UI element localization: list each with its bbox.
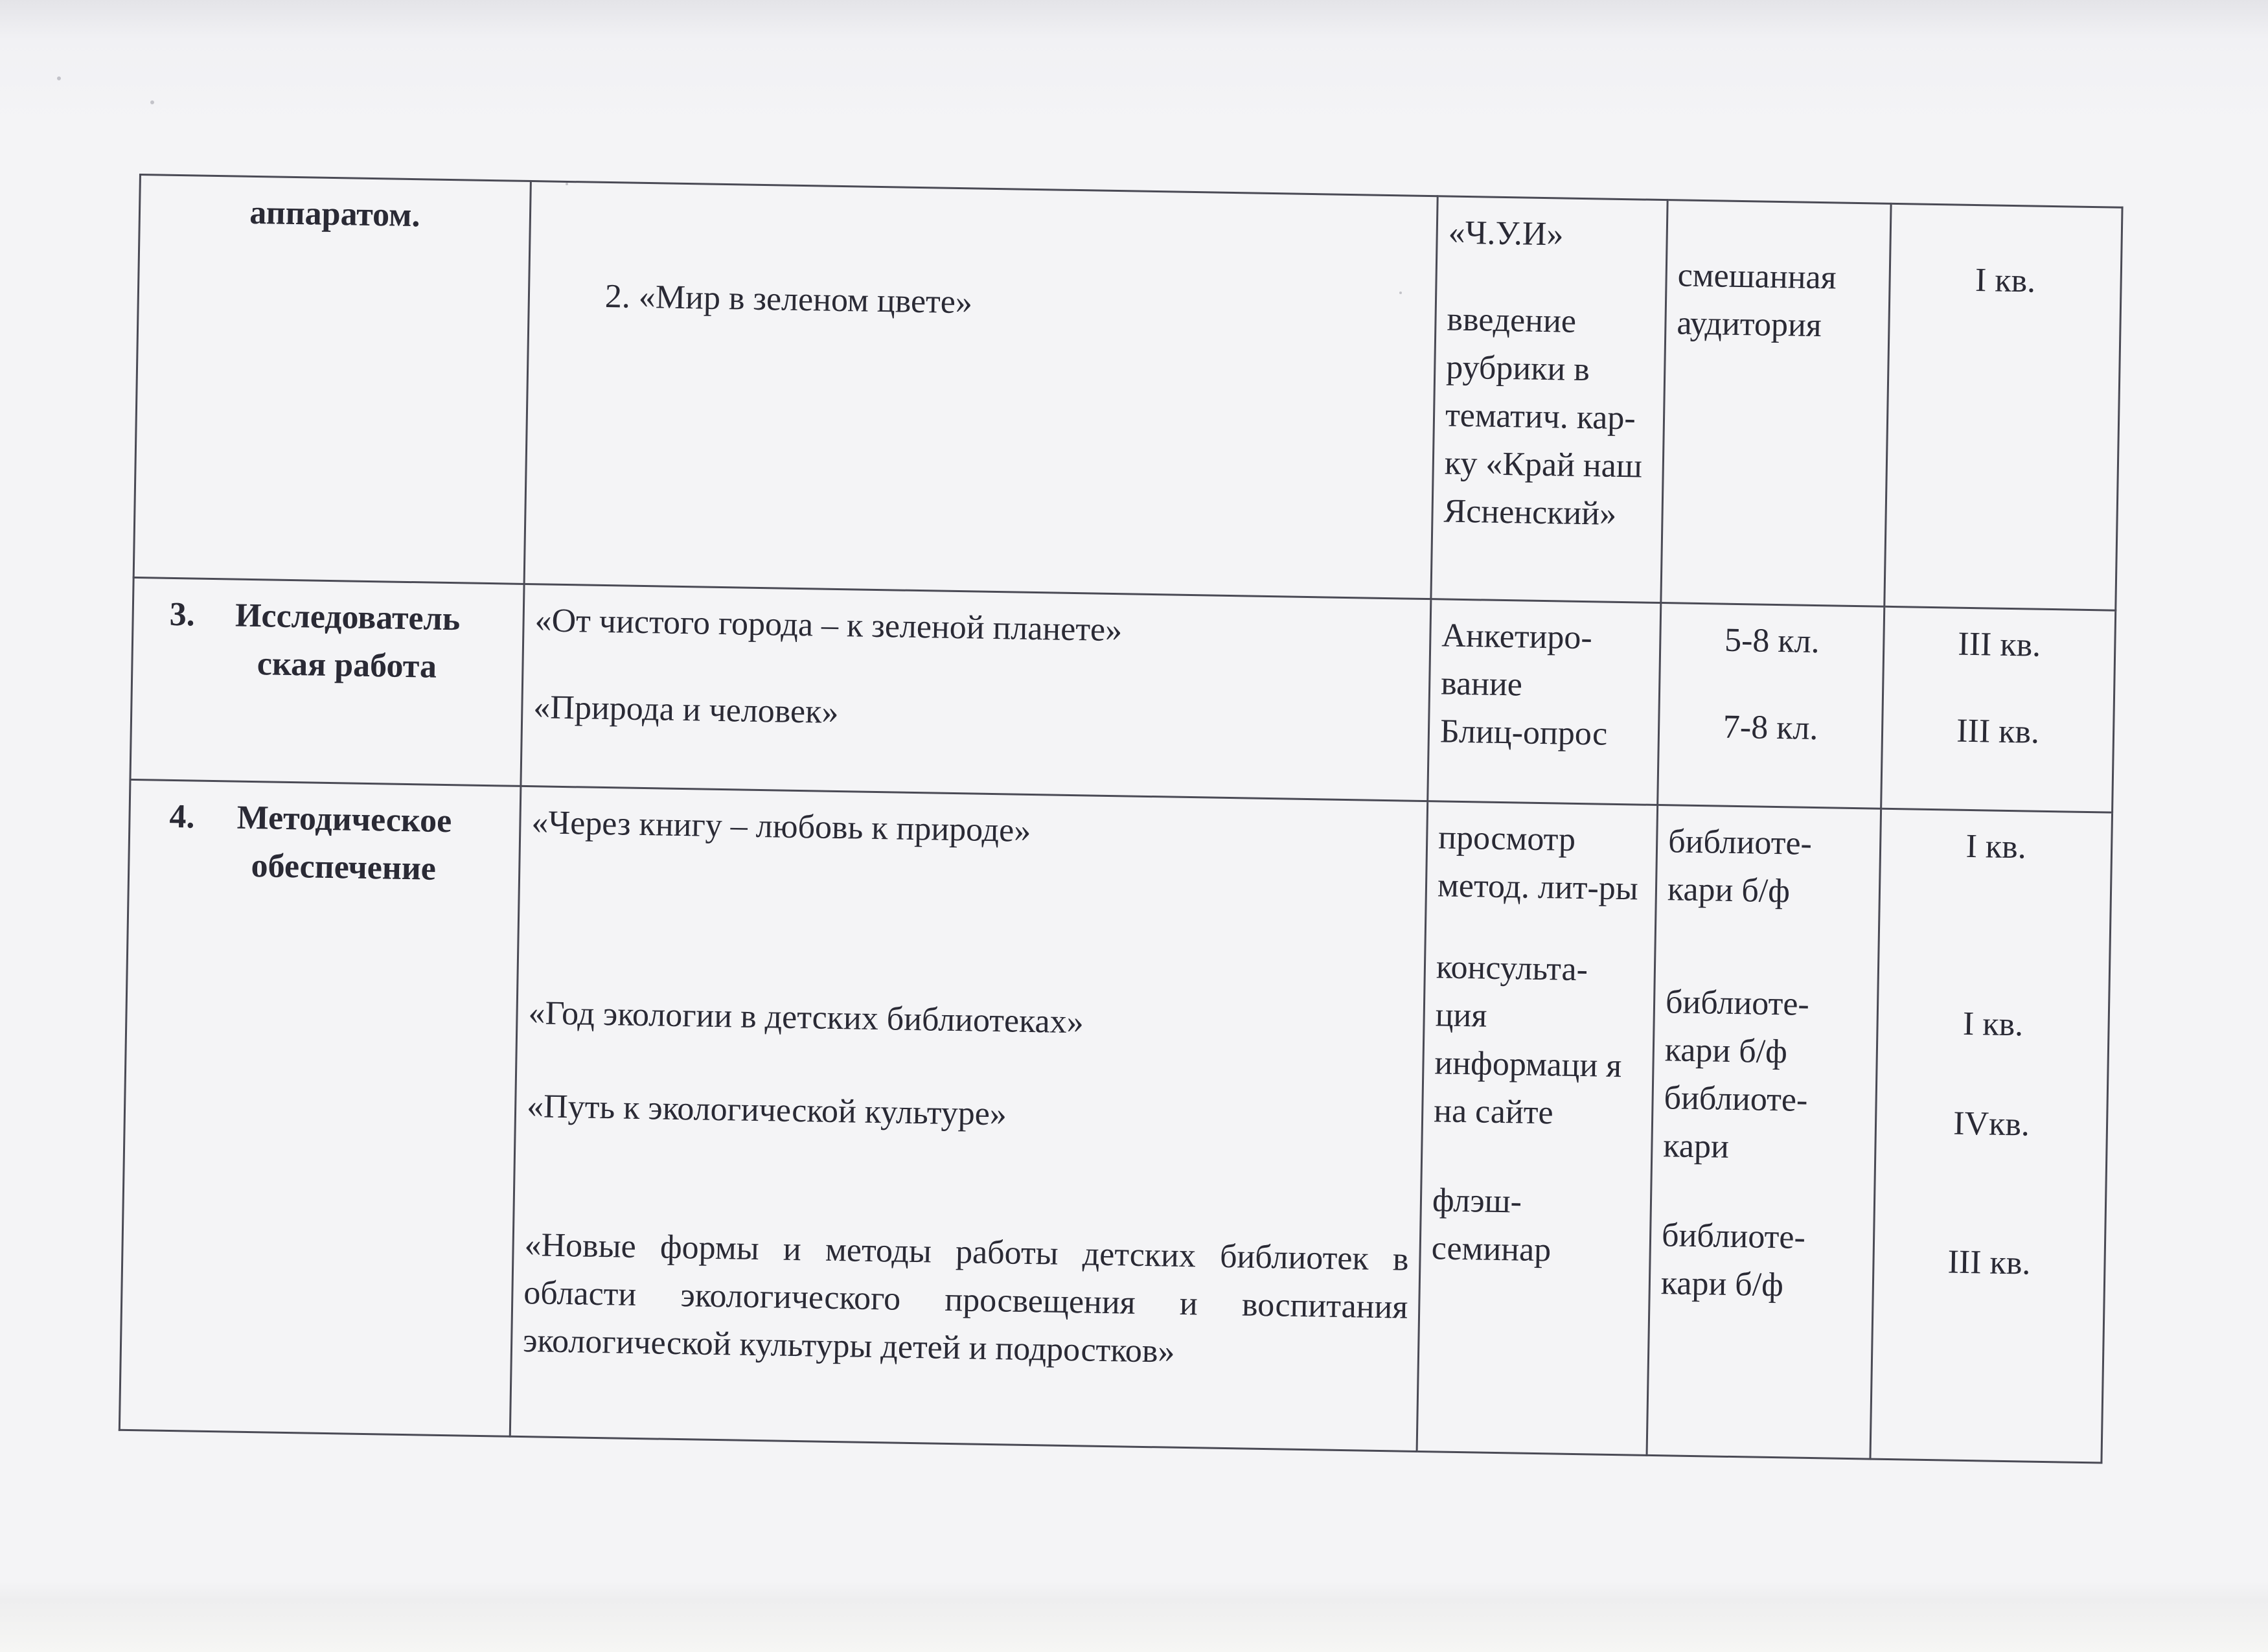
term-text: I кв. (1962, 1005, 2024, 1044)
audience-cell (1658, 603, 1884, 809)
event-title: 2. «Мир в зеленом цвете» (604, 277, 973, 321)
audience-text: библиоте- кари б/ф (1660, 1217, 1806, 1304)
form-text: введение рубрики в тематич. кар-ку «Край наш Ясненский» (1443, 301, 1643, 533)
events-cell (510, 786, 1427, 1451)
events-cell (521, 584, 1431, 801)
form-text: Анкетиро- вание (1440, 617, 1593, 704)
form-cell (1431, 196, 1667, 603)
event-title: «Природа и человек» (533, 689, 839, 731)
term-cell (1884, 203, 2122, 610)
event-title: «Через книгу – любовь к природе» (531, 804, 1031, 849)
event-title: «От чистого города – к зеленой планете» (534, 602, 1123, 649)
form-text: «Ч.У.И» (1448, 214, 1564, 253)
section-number: 3. (169, 595, 196, 634)
term-text: IVкв. (1953, 1105, 2030, 1143)
section-title (150, 187, 519, 241)
audience-text: библиоте- кари (1662, 1079, 1808, 1165)
audience-cell (1647, 805, 1881, 1459)
term-text: III кв. (1947, 1243, 2031, 1282)
section-cell (130, 577, 524, 786)
table-row (133, 175, 2122, 611)
scan-speck (150, 100, 154, 104)
section-title-text: аппаратом. (249, 194, 421, 235)
term-text: III кв. (1956, 712, 2040, 751)
form-text: Блиц-опрос (1439, 713, 1608, 753)
section-cell (133, 175, 531, 584)
events-plan-table (119, 174, 2124, 1464)
form-text: флэш- семинар (1431, 1182, 1552, 1269)
event-title: «Новые формы и методы работы детских библиотек в области экологического просвещения и воспитания экологической культуры детей и подростков» (522, 1226, 1409, 1370)
audience-text: 5-8 кл. (1724, 621, 1820, 661)
form-text: консульта- ция (1435, 948, 1588, 1035)
table-row (130, 577, 2116, 812)
plan-table-scan (119, 174, 2122, 1462)
term-cell (1870, 809, 2113, 1463)
section-title-text: Исследователь ская работа (235, 597, 461, 685)
audience-text: 7-8 кл. (1723, 708, 1818, 748)
scan-speck (57, 76, 61, 80)
audience-cell (1661, 200, 1891, 607)
event-title: «Путь к экологической культуре» (526, 1088, 1007, 1133)
term-text: I кв. (1965, 827, 2027, 866)
section-title (143, 590, 512, 692)
form-cell (1417, 801, 1658, 1456)
term-text: I кв. (1975, 262, 2036, 300)
term-cell (1881, 606, 2116, 812)
audience-text: смешанная аудитория (1677, 257, 1837, 345)
table-row (119, 779, 2112, 1463)
audience-text: библиоте- кари б/ф (1667, 823, 1813, 910)
section-cell (119, 779, 521, 1436)
event-title: «Год экологии в детских библиотеках» (528, 994, 1084, 1041)
section-title-text: Методическое обеспечение (236, 799, 452, 888)
section-title (140, 792, 509, 894)
form-cell (1428, 599, 1661, 805)
events-cell (524, 181, 1438, 599)
form-text: просмотр метод. лит-ры (1437, 819, 1639, 908)
section-number: 4. (169, 797, 196, 836)
term-text: III кв. (1957, 625, 2041, 664)
audience-text: библиоте- кари б/ф (1664, 983, 1810, 1071)
form-text: информаци я на сайте (1433, 1044, 1622, 1132)
